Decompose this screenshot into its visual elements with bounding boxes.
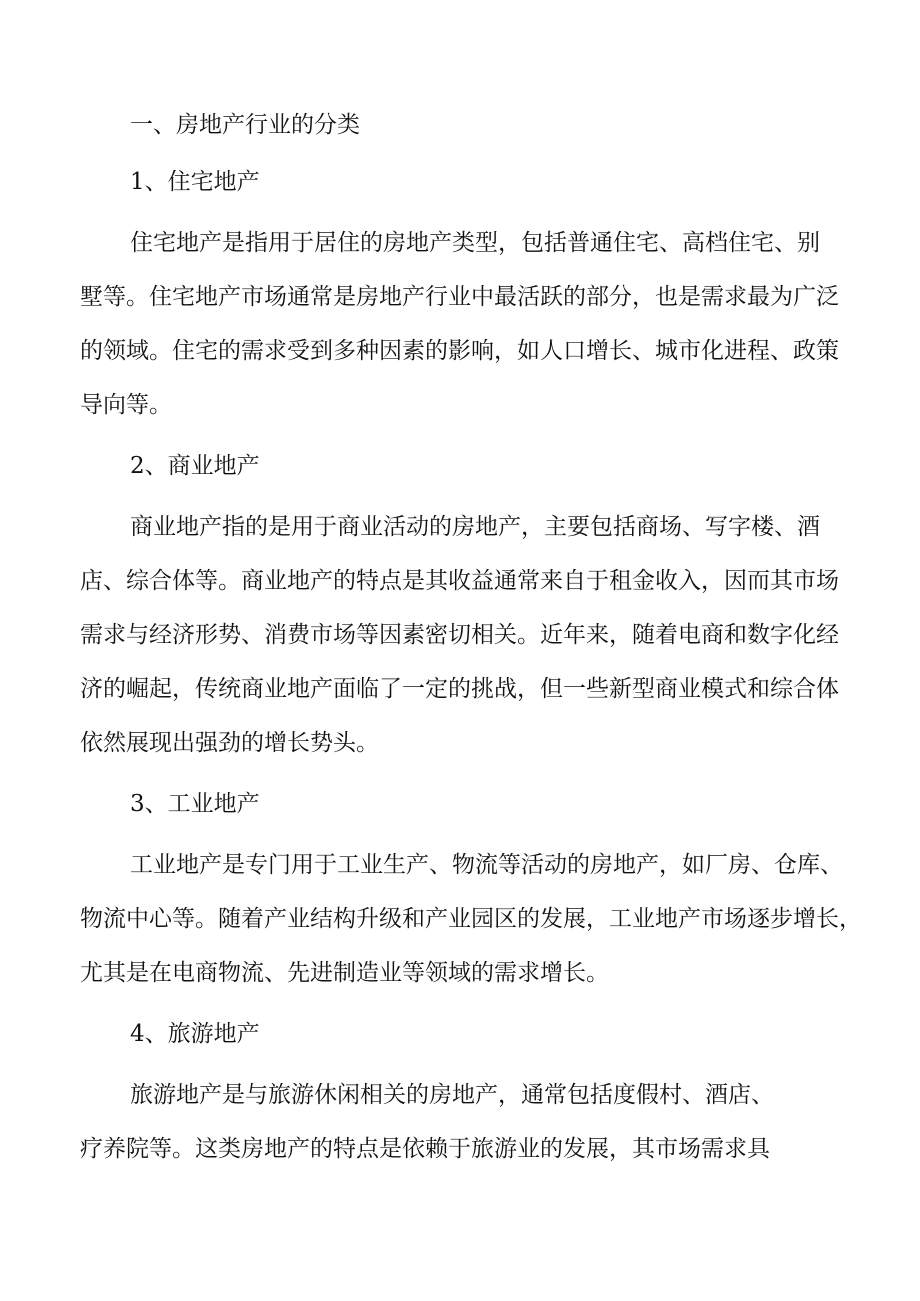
heading-commercial: 2、商业地产 <box>130 453 260 479</box>
paragraph-line: 住宅地产是指用于居住的房地产类型，包括普通住宅、高档住宅、别 <box>130 230 820 256</box>
paragraph-line: 物流中心等。随着产业结构升级和产业园区的发展，工业地产市场逐步增长， <box>80 906 862 932</box>
paragraph-line: 疗养院等。这类房地产的特点是依赖于旅游业的发展，其市场需求具 <box>80 1136 770 1162</box>
paragraph-line: 尤其是在电商物流、先进制造业等领域的需求增长。 <box>80 960 609 986</box>
paragraph-line: 依然展现出强劲的增长势头。 <box>80 730 379 756</box>
heading-tourism: 4、旅游地产 <box>130 1021 260 1047</box>
paragraph-line: 导向等。 <box>80 392 172 418</box>
heading-industrial: 3、工业地产 <box>130 791 260 817</box>
paragraph-line: 需求与经济形势、消费市场等因素密切相关。近年来，随着电商和数字化经 <box>80 622 839 648</box>
paragraph-line: 商业地产指的是用于商业活动的房地产，主要包括商场、写字楼、酒 <box>130 514 820 540</box>
paragraph-line: 店、综合体等。商业地产的特点是其收益通常来自于租金收入，因而其市场 <box>80 568 839 594</box>
paragraph-line: 的领域。住宅的需求受到多种因素的影响，如人口增长、城市化进程、政策 <box>80 338 839 364</box>
section-title: 一、房地产行业的分类 <box>130 112 360 138</box>
paragraph-line: 墅等。住宅地产市场通常是房地产行业中最活跃的部分，也是需求最为广泛 <box>80 284 839 310</box>
paragraph-line: 工业地产是专门用于工业生产、物流等活动的房地产，如厂房、仓库、 <box>130 852 843 878</box>
paragraph-line: 旅游地产是与旅游休闲相关的房地产，通常包括度假村、酒店、 <box>130 1082 774 1108</box>
heading-residential: 1、住宅地产 <box>130 169 260 195</box>
paragraph-line: 济的崛起，传统商业地产面临了一定的挑战，但一些新型商业模式和综合体 <box>80 676 839 702</box>
